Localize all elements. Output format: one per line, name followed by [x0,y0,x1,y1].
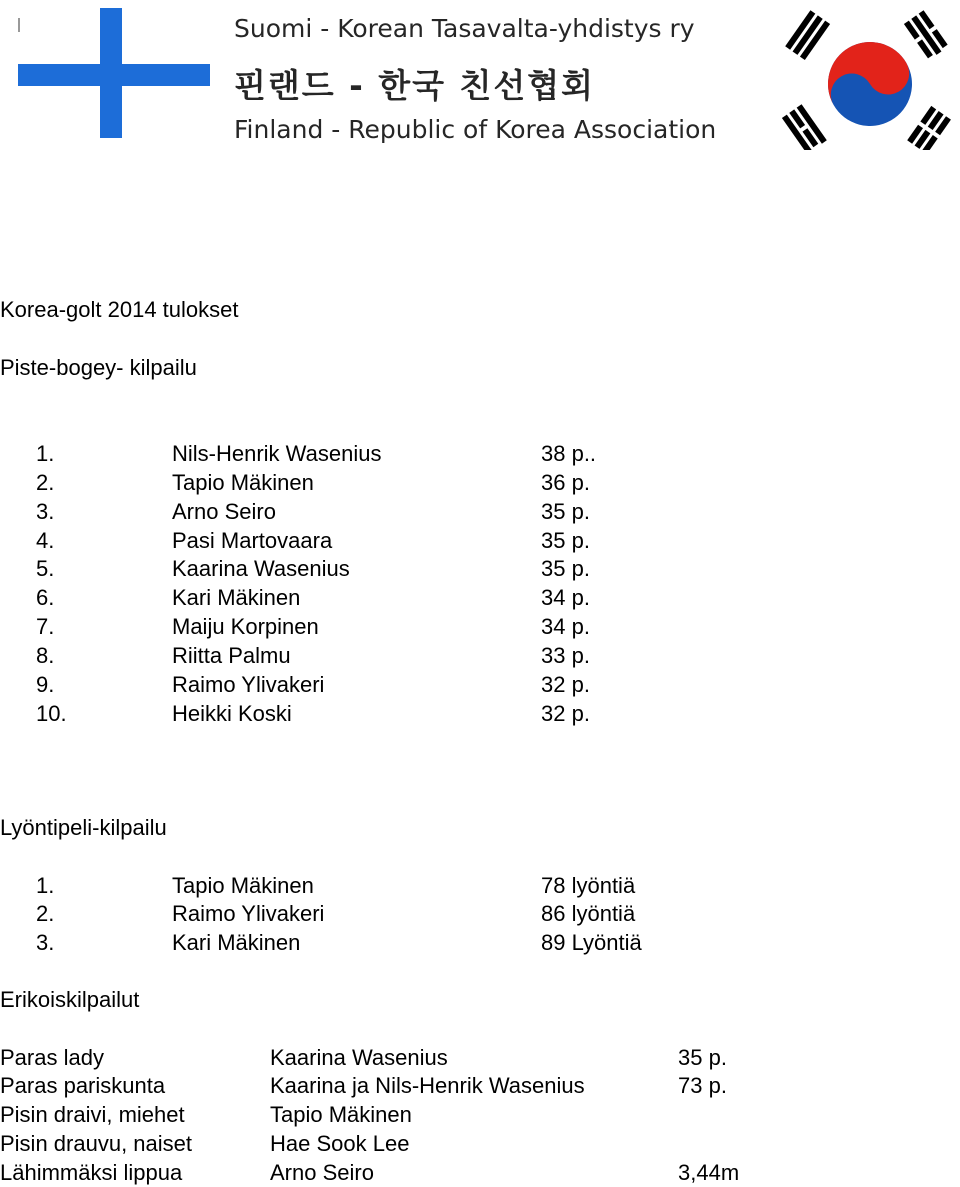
player-name: Raimo Ylivakeri [172,672,325,697]
rank: 4. [36,528,55,553]
rank: 7. [36,614,55,639]
score: 34 p. [541,614,590,639]
rank: 9. [36,672,55,697]
score: 32 p. [541,701,590,726]
association-name-ko: 핀랜드 - 한국 친선협회 [234,66,596,105]
score: 78 lyöntiä [541,873,636,898]
category: Pisin draivi, miehet [0,1102,185,1127]
score: 32 p. [541,672,590,697]
player-name: Riitta Palmu [172,643,291,668]
winner-name: Hae Sook Lee [270,1131,410,1156]
stroke-competition-heading: Lyöntipeli-kilpailu [0,815,167,840]
rank: 10. [36,701,67,726]
result-value: 3,44m [678,1160,740,1185]
score: 35 p. [541,499,590,524]
result-value: 35 p. [678,1045,727,1070]
result-value: 73 p. [678,1073,727,1098]
finland-flag-icon [18,8,210,138]
rank: 1. [36,873,55,898]
score: 36 p. [541,470,590,495]
rank: 2. [36,470,55,495]
rank: 3. [36,930,55,955]
association-name-en: Finland - Republic of Korea Association [234,115,717,144]
winner-name: Kaarina ja Nils-Henrik Wasenius [270,1073,585,1098]
category: Lähimmäksi lippua [0,1160,183,1185]
rank: 8. [36,643,55,668]
score: 86 lyöntiä [541,901,636,926]
player-name: Heikki Koski [172,701,292,726]
player-name: Maiju Korpinen [172,614,319,639]
player-name: Pasi Martovaara [172,528,333,553]
category: Paras pariskunta [0,1073,166,1098]
player-name: Nils-Henrik Wasenius [172,441,382,466]
rank: 5. [36,556,55,581]
rank: 2. [36,901,55,926]
score: 35 p. [541,556,590,581]
korea-flag-icon [778,10,954,150]
rank: 1. [36,441,55,466]
player-name: Arno Seiro [172,499,276,524]
special-competitions-heading: Erikoiskilpailut [0,987,140,1012]
rank: 6. [36,585,55,610]
winner-name: Tapio Mäkinen [270,1102,412,1127]
player-name: Tapio Mäkinen [172,470,314,495]
score: 35 p. [541,528,590,553]
winner-name: Kaarina Wasenius [270,1045,448,1070]
score: 38 p.. [541,441,597,466]
rank: 3. [36,499,55,524]
winner-name: Arno Seiro [270,1160,374,1185]
score: 33 p. [541,643,590,668]
page-title: Korea-golt 2014 tulokset [0,297,239,322]
header-banner [0,0,960,160]
player-name: Kaarina Wasenius [172,556,350,581]
category: Pisin drauvu, naiset [0,1131,192,1156]
player-name: Kari Mäkinen [172,585,301,610]
score: 34 p. [541,585,590,610]
points-competition-heading: Piste-bogey- kilpailu [0,355,197,380]
score: 89 Lyöntiä [541,930,642,955]
category: Paras lady [0,1045,104,1070]
player-name: Raimo Ylivakeri [172,901,325,926]
association-name-fi: Suomi - Korean Tasavalta-yhdistys ry [234,14,695,43]
player-name: Tapio Mäkinen [172,873,314,898]
player-name: Kari Mäkinen [172,930,301,955]
